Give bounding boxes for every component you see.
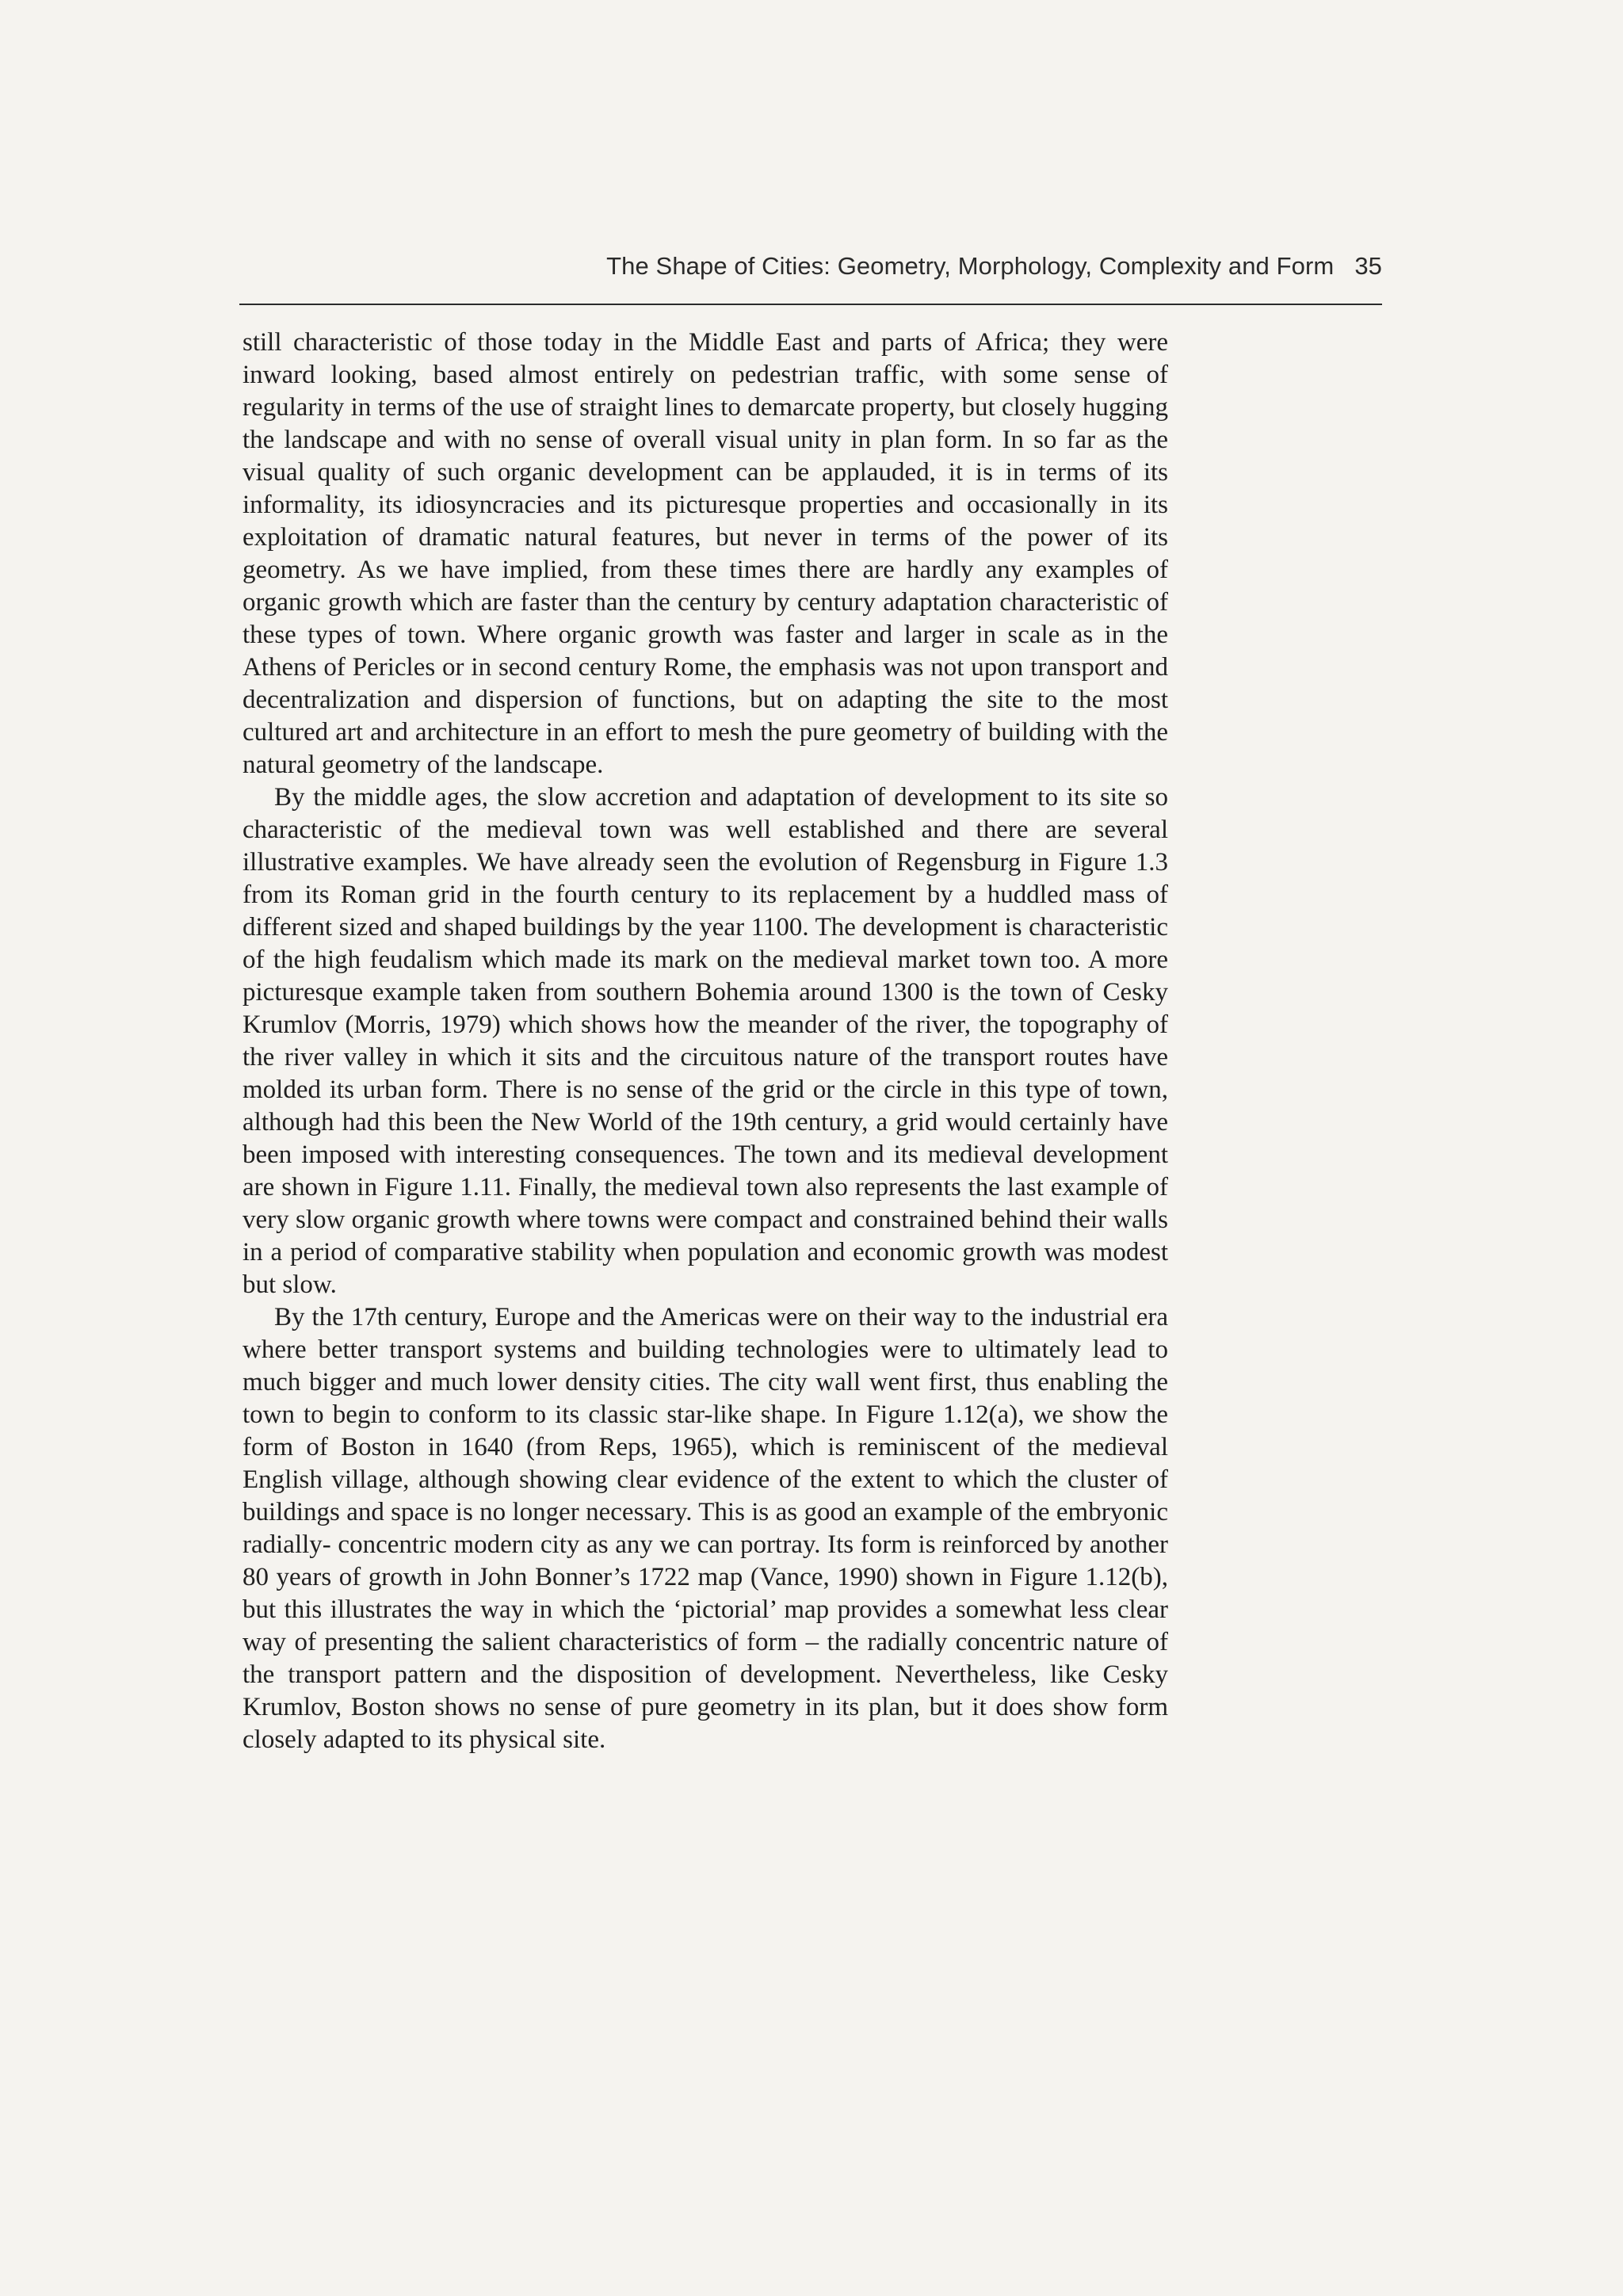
page-number: 35: [1354, 252, 1382, 280]
paragraph-2: By the middle ages, the slow accretion and adaptation of development to its site so characteristic of the medieval town was well established and there are several illustrative examples. We have already seen the evolution of Regensburg in Figure 1.3 from its Roman grid in the fourth century to its replacement by a huddled mass of different sized and shaped buildings by the year 1100. The development is characteristic of the high feudalism which made its mark on the medieval market town too. A more picturesque example taken from southern Bohemia around 1300 is the town of Cesky Krumlov (Morris, 1979) which shows how the meander of the river, the topography of the river valley in which it sits and the circuitous nature of the transport routes have molded its urban form. There is no sense of the grid or the circle in this type of town, although had this been the New World of the 19th century, a grid would certainly have been imposed with interesting consequences. The town and its medieval development are shown in Figure 1.11. Finally, the medieval town also represents the last example of very slow organic growth where towns were compact and constrained behind their walls in a period of comparative stability when population and economic growth was modest but slow.: [242, 783, 1168, 1299]
running-title: The Shape of Cities: Geometry, Morphology, Complexity and Form: [606, 252, 1335, 280]
header-rule: [239, 304, 1382, 305]
running-header: [239, 252, 1382, 281]
body-text: [242, 327, 1168, 1756]
paragraph-3: By the 17th century, Europe and the Americas were on their way to the industrial era where better transport systems and building technologies were to ultimately lead to much bigger and much lower density cities. The city wall went first, thus enabling the town to begin to conform to its classic star-like shape. In Figure 1.12(a), we show the form of Boston in 1640 (from Reps, 1965), which is reminiscent of the medieval English village, although showing clear evidence of the extent to which the cluster of buildings and space is no longer necessary. This is as good an example of the embryonic radially- concentric modern city as any we can portray. Its form is reinforced by another 80 years of growth in John Bonner’s 1722 map (Vance, 1990) shown in Figure 1.12(b), but this illustrates the way in which the ‘pictorial’ map provides a somewhat less clear way of presenting the salient characteristics of form – the radially concentric nature of the transport pattern and the disposition of development. Nevertheless, like Cesky Krumlov, Boston shows no sense of pure geometry in its plan, but it does show form closely adapted to its physical site.: [242, 1303, 1168, 1754]
paragraph-1: still characteristic of those today in the Middle East and parts of Africa; they were inward looking, based almost entirely on pedestrian traffic, with some sense of regularity in terms of the use of straight lines to demarcate property, but closely hugging the landscape and with no sense of overall visual unity in plan form. In so far as the visual quality of such organic development can be applauded, it is in terms of its informality, its idiosyncracies and its picturesque properties and occasionally in its exploitation of dramatic natural features, but never in terms of the power of its geometry. As we have implied, from these times there are hardly any examples of organic growth which are faster than the century by century adaptation characteristic of these types of town. Where organic growth was faster and larger in scale as in the Athens of Pericles or in second century Rome, the emphasis was not upon transport and decentralization and dispersion of functions, but on adapting the site to the most cultured art and architecture in an effort to mesh the pure geometry of building with the natural geometry of the landscape.: [242, 328, 1168, 779]
